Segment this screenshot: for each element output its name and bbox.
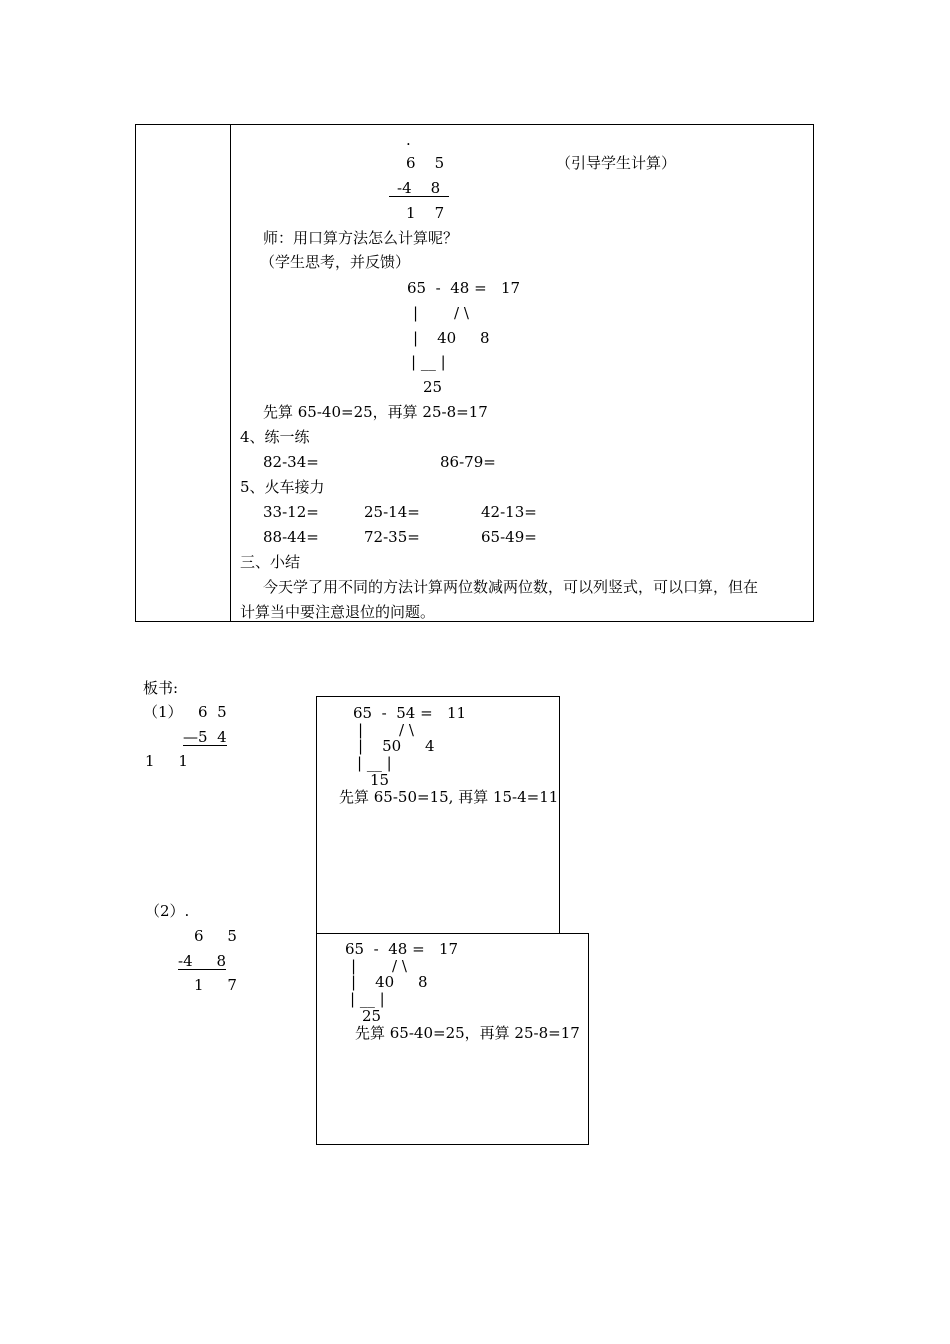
box2-bar: |: [351, 957, 357, 975]
box1-bar: |: [358, 721, 364, 739]
mental-sum: 25: [423, 378, 443, 396]
box1-sum: 15: [370, 771, 390, 789]
board-ex2-sub-text: -4 8: [178, 952, 226, 970]
table-column-divider: [230, 125, 231, 621]
relay-item: 33-12=: [263, 503, 319, 521]
box2-branch: / \: [392, 957, 407, 975]
board-ex1-sub: [183, 728, 227, 746]
box1-branch: / \: [399, 721, 414, 739]
box2-parts: | 40 8: [351, 973, 428, 991]
mental-branch: / \: [454, 304, 469, 322]
board-ex2-label: （2）.: [145, 902, 190, 920]
teacher-question: 师：用口算方法怎么计算呢？: [263, 229, 459, 247]
mental-join: | __ |: [411, 353, 446, 371]
mental-parts: | 40 8: [413, 329, 490, 347]
vertical-dot: .: [406, 131, 411, 149]
board-box-1: [316, 696, 560, 934]
board-ex2-result: 1 7: [194, 976, 237, 994]
board-ex1-top: 6 5: [198, 703, 227, 721]
relay-item: 88-44=: [263, 528, 319, 546]
relay-item: 25-14=: [364, 503, 420, 521]
box2-join: | __ |: [350, 990, 385, 1008]
relay-item: 42-13=: [481, 503, 537, 521]
relay-item: 65-49=: [481, 528, 537, 546]
summary-line: 今天学了用不同的方法计算两位数减两位数，可以列竖式，可以口算，但在: [263, 578, 759, 596]
vertical-underline: [389, 196, 449, 197]
student-feedback: （学生思考，并反馈）: [260, 253, 411, 271]
board-ex1-sub-text: —5 4: [183, 728, 227, 746]
guide-note: （引导学生计算）: [556, 154, 677, 172]
box1-parts: | 50 4: [358, 737, 435, 755]
practice-title: 4、练一练: [240, 428, 310, 446]
board-ex1-result: 1 1: [145, 752, 188, 770]
mental-bar: |: [413, 304, 419, 322]
mental-steps: 先算 65-40=25，再算 25-8=17: [263, 403, 488, 421]
practice-item: 86-79=: [440, 453, 496, 471]
summary-line: 计算当中要注意退位的问题。: [240, 603, 436, 621]
box2-sum: 25: [362, 1007, 382, 1025]
box1-equation: 65 - 54 = 11: [353, 704, 467, 722]
vertical-result: 1 7: [406, 204, 445, 222]
relay-item: 72-35=: [364, 528, 420, 546]
practice-item: 82-34=: [263, 453, 319, 471]
mental-equation: 65 - 48 = 17: [407, 279, 521, 297]
vertical-subtrahend: -4 8: [397, 179, 441, 197]
box2-steps: 先算 65-40=25，再算 25-8=17: [355, 1024, 580, 1042]
vertical-top-digits: 6 5: [406, 154, 445, 172]
summary-title: 三、小结: [240, 553, 301, 571]
box2-equation: 65 - 48 = 17: [345, 940, 459, 958]
board-ex2-sub: [178, 952, 226, 970]
box1-join: | __ |: [357, 754, 392, 772]
box1-steps: 先算 65-50=15, 再算 15-4=11: [339, 788, 559, 806]
relay-title: 5、火车接力: [240, 478, 325, 496]
board-ex2-top: 6 5: [194, 927, 237, 945]
board-ex1-label: （1）: [143, 703, 183, 721]
board-label: 板书:: [143, 679, 179, 697]
lesson-table: [135, 124, 814, 622]
